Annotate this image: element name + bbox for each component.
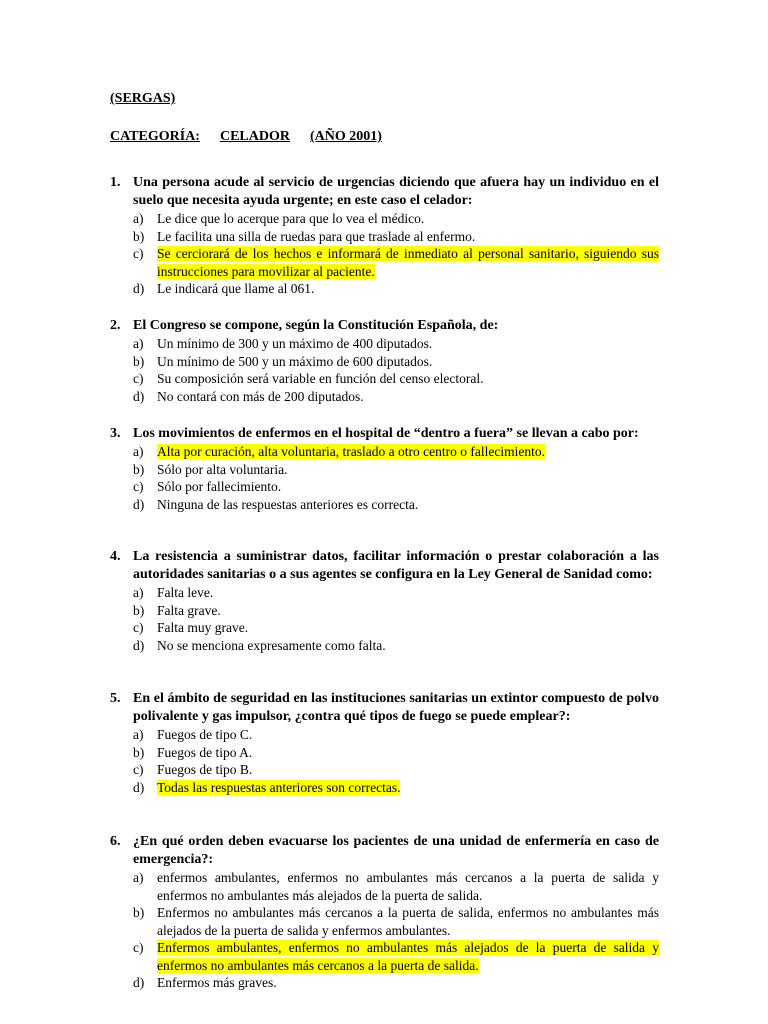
option-text: Fuegos de tipo A. — [157, 744, 253, 760]
option-letter: a) — [133, 211, 144, 226]
option-letter: d) — [133, 496, 145, 512]
option-letter: c) — [133, 371, 144, 386]
question-number: 1. — [110, 175, 121, 190]
option-text: Un mínimo de 300 y un máximo de 400 diputados. — [157, 336, 433, 351]
question-number: 2. — [110, 318, 121, 333]
option-letter: d) — [133, 637, 145, 653]
question-text — [110, 690, 659, 726]
option-item — [133, 904, 659, 939]
option-item — [133, 461, 659, 479]
option-text: Fuegos de tipo C. — [157, 727, 253, 742]
option-letter: b) — [133, 353, 145, 369]
org-heading: (SERGAS) — [110, 91, 176, 106]
option-text: No contará con más de 200 diputados. — [157, 388, 364, 404]
question-4 — [110, 548, 659, 654]
option-letter: c) — [133, 940, 144, 955]
question-number: 6. — [110, 834, 121, 849]
option-text: Ninguna de las respuestas anteriores es correcta. — [157, 496, 419, 512]
question-1 — [110, 174, 659, 298]
option-letter: d) — [133, 388, 145, 404]
option-text: Falta leve. — [157, 585, 214, 600]
option-list — [110, 869, 659, 992]
option-item — [133, 869, 659, 904]
option-item — [133, 619, 659, 637]
question-stem: El Congreso se compone, según la Constitución Española, de: — [133, 318, 499, 333]
option-letter: a) — [133, 444, 144, 459]
question-stem: Los movimientos de enfermos en el hospital de “dentro a fuera” se llevan a cabo por: — [133, 426, 639, 441]
option-letter: a) — [133, 585, 144, 600]
category-label: CATEGORÍA: — [110, 129, 200, 144]
highlighted-answer: Se cerciorará de los hechos e informará de inmediato al personal sanitario, siguiendo sus instrucciones para movilizar al paciente. — [157, 246, 659, 279]
option-text: Le indicará que llame al 061. — [157, 281, 315, 296]
option-item — [133, 370, 659, 388]
question-stem: ¿En qué orden deben evacuarse los pacientes de una unidad de enfermería en caso de emergencia?: — [133, 834, 659, 867]
option-letter: a) — [133, 336, 144, 351]
option-list — [110, 584, 659, 654]
question-text — [110, 425, 659, 443]
question-text — [110, 174, 659, 210]
option-letter: b) — [133, 228, 145, 244]
category-value: CELADOR — [219, 129, 290, 144]
option-item — [133, 280, 659, 298]
question-text — [110, 548, 659, 584]
option-item — [133, 637, 659, 655]
question-text — [110, 833, 659, 869]
category-heading — [110, 129, 402, 145]
option-item — [133, 744, 659, 762]
option-item — [133, 210, 659, 228]
option-text: Le facilita una silla de ruedas para que traslade al enfermo. — [157, 228, 476, 244]
option-item — [133, 496, 659, 514]
option-item — [133, 726, 659, 744]
option-letter: c) — [133, 479, 144, 494]
option-text — [157, 939, 659, 974]
highlighted-answer: Enfermos ambulantes, enfermos no ambulantes más alejados de la puerta de salida y enfermos no ambulantes más cercanos a la puerta de salida. — [157, 940, 659, 973]
option-letter: b) — [133, 602, 145, 618]
question-2 — [110, 317, 659, 405]
option-text: No se menciona expresamente como falta. — [157, 637, 386, 653]
option-text: Un mínimo de 500 y un máximo de 600 diputados. — [157, 353, 433, 369]
option-list — [110, 335, 659, 405]
option-text: Sólo por fallecimiento. — [157, 479, 282, 494]
option-item — [133, 478, 659, 496]
option-item — [133, 584, 659, 602]
exam-year: (AÑO 2001) — [309, 129, 382, 144]
option-text: Enfermos más graves. — [157, 975, 277, 990]
option-list — [110, 726, 659, 796]
question-stem: Una persona acude al servicio de urgencias diciendo que afuera hay un individuo en el suelo que necesita ayuda urgente; en este caso el celador: — [133, 175, 659, 208]
option-item — [133, 228, 659, 246]
question-number: 5. — [110, 691, 121, 706]
option-letter: c) — [133, 246, 144, 261]
option-letter: a) — [133, 870, 144, 885]
question-stem: En el ámbito de seguridad en las instituciones sanitarias un extintor compuesto de polvo polivalente y gas impulsor, ¿contra qué tipos de fuego se puede emplear?: — [133, 691, 659, 724]
option-text: Enfermos no ambulantes más cercanos a la puerta de salida, enfermos no ambulantes más alejados de la puerta de salida y enfermos ambulantes. — [157, 905, 659, 938]
option-item — [133, 353, 659, 371]
option-item — [133, 939, 659, 974]
option-letter: c) — [133, 762, 144, 777]
option-letter: d) — [133, 779, 145, 795]
option-text: Falta grave. — [157, 602, 221, 618]
option-list — [110, 210, 659, 298]
option-letter: b) — [133, 744, 145, 760]
question-number: 4. — [110, 549, 121, 564]
option-item — [133, 779, 659, 797]
highlighted-answer: Alta por curación, alta voluntaria, traslado a otro centro o fallecimiento. — [157, 444, 545, 459]
option-item — [133, 335, 659, 353]
option-item — [133, 245, 659, 280]
question-5 — [110, 690, 659, 796]
option-text: Le dice que lo acerque para que lo vea el médico. — [157, 211, 425, 226]
highlighted-answer: Todas las respuestas anteriores son correctas. — [157, 779, 401, 795]
option-text — [157, 443, 659, 461]
option-item — [133, 761, 659, 779]
option-text: Falta muy grave. — [157, 620, 249, 635]
question-stem: La resistencia a suministrar datos, facilitar información o prestar colaboración a las autoridades sanitarias o a sus agentes se configura en la Ley General de Sanidad como: — [133, 549, 659, 582]
option-letter: a) — [133, 727, 144, 742]
option-letter: c) — [133, 620, 144, 635]
option-item — [133, 974, 659, 992]
option-text — [157, 245, 659, 280]
option-text: Su composición será variable en función del censo electoral. — [157, 371, 484, 386]
option-item — [133, 602, 659, 620]
option-letter: b) — [133, 461, 145, 477]
option-item — [133, 443, 659, 461]
question-3 — [110, 425, 659, 513]
option-text: Sólo por alta voluntaria. — [157, 461, 288, 477]
option-text: Fuegos de tipo B. — [157, 762, 253, 777]
option-text: enfermos ambulantes, enfermos no ambulantes más cercanos a la puerta de salida y enfermos no ambulantes más alejados de la puerta de salida. — [157, 870, 659, 903]
option-text — [157, 779, 659, 797]
option-letter: d) — [133, 975, 145, 990]
option-list — [110, 443, 659, 513]
option-letter: d) — [133, 281, 145, 296]
question-number: 3. — [110, 426, 121, 441]
option-item — [133, 388, 659, 406]
question-6 — [110, 833, 659, 992]
option-letter: b) — [133, 905, 145, 920]
question-text — [110, 317, 659, 335]
